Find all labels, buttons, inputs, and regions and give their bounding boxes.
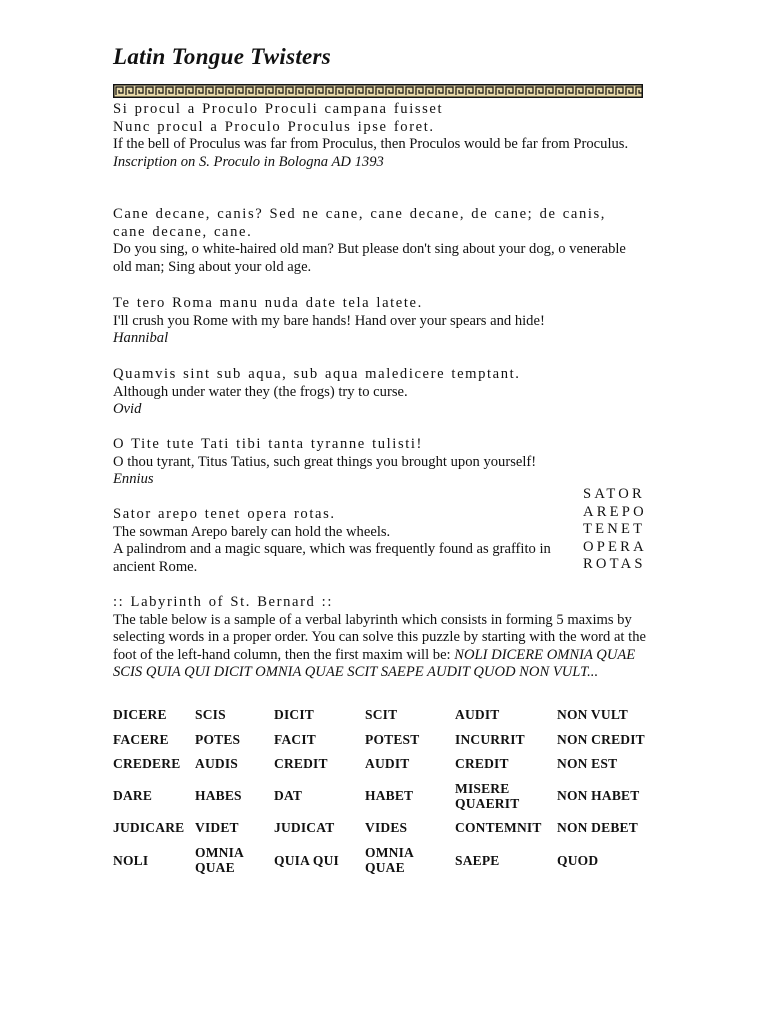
table-cell: SCIT bbox=[365, 707, 398, 722]
labyrinth-table bbox=[111, 702, 655, 880]
table-cell: FACIT bbox=[274, 731, 317, 747]
sator-magic-square bbox=[583, 486, 647, 574]
table-cell: SCIS bbox=[195, 707, 226, 722]
latin-line: Si procul a Proculo Proculi campana fuisset bbox=[113, 101, 444, 117]
table-cell: HABET bbox=[365, 788, 414, 803]
table-row bbox=[111, 840, 655, 880]
section-sator bbox=[113, 506, 553, 576]
square-row: SATOR bbox=[583, 486, 645, 502]
first-maxim: NOLI DICERE OMNIA QUAE SCIS QUIA QUI DICIT OMNIA QUAE SCIT SAEPE AUDIT QUOD NON VULT... bbox=[113, 646, 636, 681]
table-cell: QUIA QUI bbox=[274, 852, 339, 868]
square-row: OPERA bbox=[583, 538, 647, 555]
page-title: Latin Tongue Twisters bbox=[113, 44, 332, 69]
table-row bbox=[111, 727, 655, 751]
english-translation: The sowman Arepo barely can hold the wheels. bbox=[113, 523, 391, 540]
section-proculus bbox=[113, 101, 643, 171]
table-cell: SAEPE bbox=[455, 852, 500, 868]
section-ennius bbox=[113, 436, 643, 489]
table-cell: AUDIS bbox=[195, 756, 239, 771]
english-translation: O thou tyrant, Titus Tatius, such great things you brought upon yourself! bbox=[113, 453, 537, 470]
table-cell: NON CREDIT bbox=[557, 731, 645, 747]
table-cell: DAT bbox=[274, 788, 303, 803]
table-cell: NOLI bbox=[113, 852, 149, 868]
square-row: AREPO bbox=[583, 503, 647, 520]
table-row bbox=[111, 751, 655, 776]
intro-text: The table below is a sample of a verbal labyrinth which consists in forming 5 maxims by selecting words in a proper order. You can solve this puzzle by starting with the word at the foot of the left-hand column, then the first maxim will be: bbox=[113, 611, 646, 663]
table-row bbox=[111, 815, 655, 840]
english-translation: Do you sing, o white-haired old man? But please don't sing about your dog, o venerable old man; Sing about your old age. bbox=[113, 241, 626, 275]
table-cell: NON DEBET bbox=[557, 820, 638, 835]
table-cell: JUDICARE bbox=[113, 820, 185, 835]
table-cell: OMNIA QUAE bbox=[365, 845, 414, 875]
table-cell: AUDIT bbox=[365, 756, 410, 771]
table-row bbox=[111, 702, 655, 727]
latin-line: Te tero Roma manu nuda date tela latete. bbox=[113, 295, 423, 311]
section-labyrinth bbox=[113, 594, 648, 682]
table-cell: CREDIT bbox=[455, 756, 509, 771]
latin-line: Cane decane, canis? Sed ne cane, cane decane, de cane; de canis, cane decane, cane. bbox=[113, 206, 607, 240]
table-cell: AUDIT bbox=[455, 707, 500, 722]
table-cell: DICERE bbox=[113, 707, 167, 722]
latin-line: O Tite tute Tati tibi tanta tyranne tulisti! bbox=[113, 436, 423, 452]
table-cell: VIDES bbox=[365, 820, 408, 835]
table-cell: NON HABET bbox=[557, 788, 640, 803]
table-cell: NON EST bbox=[557, 756, 618, 771]
table-cell: CONTEMNIT bbox=[455, 820, 542, 835]
source-attribution: Ennius bbox=[113, 471, 154, 488]
table-cell: FACERE bbox=[113, 731, 169, 747]
table-cell: INCURRIT bbox=[455, 731, 525, 747]
table-cell: HABES bbox=[195, 788, 242, 803]
table-cell: JUDICAT bbox=[274, 820, 335, 835]
source-attribution: Ovid bbox=[113, 401, 142, 418]
section-heading: :: Labyrinth of St. Bernard :: bbox=[113, 594, 333, 610]
table-cell: OMNIA QUAE bbox=[195, 845, 244, 875]
english-translation: I'll crush you Rome with my bare hands! Hand over your spears and hide! bbox=[113, 312, 545, 329]
english-translation: If the bell of Proculus was far from Proculus, then Proculos would be far from Proculus. bbox=[113, 136, 629, 153]
labyrinth-intro bbox=[113, 612, 648, 682]
section-hannibal bbox=[113, 295, 643, 348]
section-ovid bbox=[113, 366, 643, 419]
sator-note: A palindrom and a magic square, which was frequently found as graffito in ancient Rome. bbox=[113, 541, 551, 575]
table-cell: NON VULT bbox=[557, 707, 628, 722]
latin-line: Nunc procul a Proculo Proculus ipse foret. bbox=[113, 118, 435, 135]
latin-line: Quamvis sint sub aqua, sub aqua maledicere temptant. bbox=[113, 366, 521, 382]
square-row: ROTAS bbox=[583, 556, 646, 573]
table-cell: QUOD bbox=[557, 852, 599, 868]
square-row: TENET bbox=[583, 521, 646, 538]
table-cell: DICIT bbox=[274, 707, 315, 722]
latin-line: Sator arepo tenet opera rotas. bbox=[113, 506, 336, 522]
table-cell: POTES bbox=[195, 731, 241, 747]
table-cell: CREDIT bbox=[274, 756, 328, 771]
table-cell: POTEST bbox=[365, 731, 420, 747]
english-translation: Although under water they (the frogs) try to curse. bbox=[113, 383, 408, 400]
table-cell: MISERE QUAERIT bbox=[455, 780, 520, 811]
table-cell: VIDET bbox=[195, 820, 239, 835]
section-cane bbox=[113, 206, 643, 276]
table-cell: CREDERE bbox=[113, 756, 181, 771]
source-attribution: Hannibal bbox=[113, 330, 169, 347]
greek-key-border bbox=[113, 84, 643, 98]
table-cell: DARE bbox=[113, 788, 153, 803]
source-attribution: Inscription on S. Proculo in Bologna AD 1393 bbox=[113, 153, 384, 170]
table-row bbox=[111, 776, 655, 815]
